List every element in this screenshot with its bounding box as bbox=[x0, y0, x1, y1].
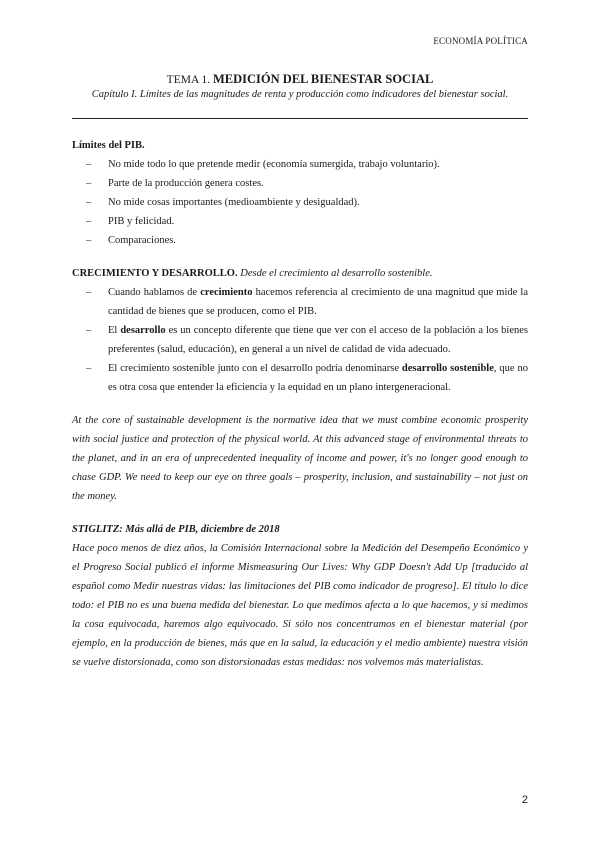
running-header: ECONOMÍA POLÍTICA bbox=[433, 36, 528, 46]
list-item: – No mide todo lo que pretende medir (economía sumergida, trabajo voluntario). bbox=[108, 155, 528, 174]
section-heading-stiglitz: STIGLITZ: Más allá de PIB, diciembre de 2018 bbox=[72, 524, 280, 535]
bold-term: desarrollo sostenible bbox=[401, 363, 494, 374]
document-subtitle: Capítulo I. Límites de las magnitudes de renta y producción como indicadores del bienestar social. bbox=[91, 89, 509, 100]
text-run: , que no es otra cosa que entender la eficiencia y la equidad en un plano intergeneracional. bbox=[108, 363, 528, 393]
text-run: El crecimiento sostenible junto con el desarrollo podría denominarse bbox=[108, 363, 402, 374]
list-item: – No mide cosas importantes (medioambiente y desigualdad). bbox=[108, 193, 528, 212]
title-block bbox=[72, 72, 528, 100]
section-heading-growth bbox=[72, 264, 528, 283]
title-main: MEDICIÓN DEL BIENESTAR SOCIAL bbox=[213, 72, 434, 86]
list-item: – Parte de la producción genera costes. bbox=[108, 174, 528, 193]
quote-paragraph: At the core of sustainable development is the normative idea that we must combine economic prosperity with social justice and protection of the physical world. At this advanced stage of environmental threats to the planet, and in an era of unprecedented inequality of income and power, it's no longer good enough to chase GDP. We need to keep our eye on three goals – prosperity, inclusion, and sustainability – not just on the money. bbox=[72, 415, 528, 502]
page-number: 2 bbox=[521, 794, 528, 806]
document-title bbox=[72, 72, 528, 87]
text-run: Cuando hablamos de bbox=[108, 287, 201, 298]
title-prefix: TEMA 1. bbox=[166, 74, 211, 86]
list-item: – Comparaciones. bbox=[108, 231, 528, 250]
stiglitz-paragraph: Hace poco menos de diez años, la Comisión Internacional sobre la Medición del Desempeño Económico y el Progreso Social publicó el informe Mismeasuring Our Lives: Why GDP Doesn't Add Up [traducido al español como Medir nuestras vidas: las limitaciones del PIB como indicador de progreso]. El título lo dice todo: el PIB no es una buena medida del bienestar. Lo que medimos afecta a lo que hacemos, y si medimos la cosa equivocada, haremos algo equivocado. Si sólo nos concentramos en el bienestar material (por ejemplo, en la producción de bienes, más que en la salud, la educación y el medio ambiente) nuestra visión se vuelve distorsionada, como son distorsionadas estas medidas: nos volvemos más materialistas. bbox=[72, 543, 528, 668]
growth-heading-italic: Desde el crecimiento al desarrollo sostenible. bbox=[240, 268, 433, 279]
section-heading-limits: Límites del PIB. bbox=[72, 140, 145, 151]
growth-heading-bold: CRECIMIENTO Y DESARROLLO. bbox=[72, 268, 238, 279]
growth-list bbox=[72, 283, 528, 397]
text-run: hacemos referencia al crecimiento de una magnitud que mide la cantidad de bienes que se producen, como el PIB. bbox=[108, 287, 528, 317]
list-item bbox=[108, 283, 528, 321]
text-run: El bbox=[108, 325, 121, 336]
spacer bbox=[72, 506, 528, 520]
limits-list bbox=[72, 155, 528, 250]
list-item bbox=[108, 321, 528, 359]
spacer bbox=[72, 250, 528, 264]
document-body bbox=[72, 136, 528, 672]
text-run: es un concepto diferente que tiene que ver con el acceso de la población a los bienes preferentes (salud, educación), en general a un nivel de calidad de vida adecuado. bbox=[108, 325, 528, 355]
list-item: – PIB y felicidad. bbox=[108, 212, 528, 231]
bold-term: desarrollo bbox=[120, 325, 166, 336]
spacer bbox=[72, 397, 528, 411]
title-divider bbox=[72, 118, 528, 119]
bold-term: crecimiento bbox=[200, 287, 253, 298]
list-item bbox=[108, 359, 528, 397]
